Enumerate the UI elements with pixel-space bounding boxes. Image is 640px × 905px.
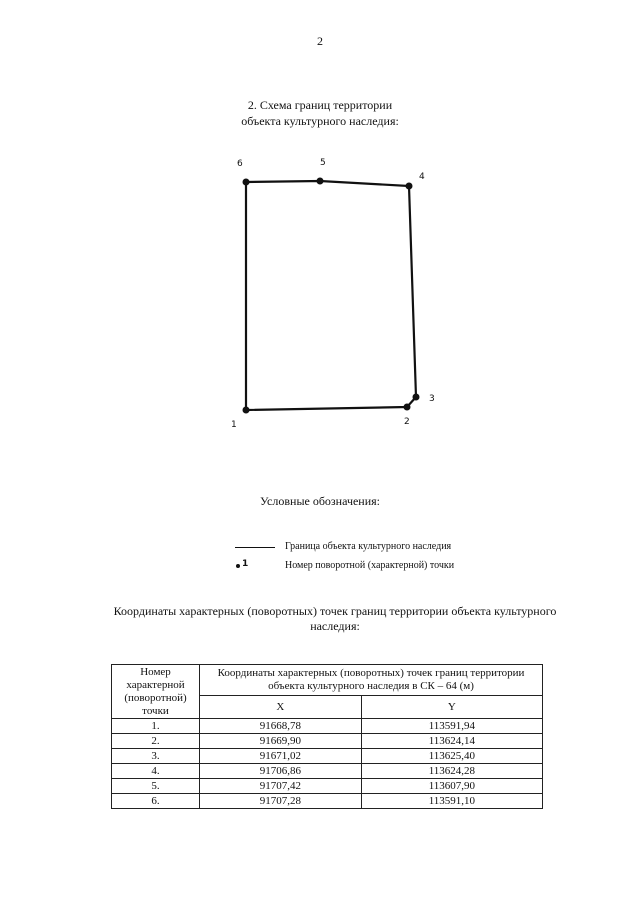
cell-x: 91668,78	[200, 719, 362, 734]
legend-point-label: Номер поворотной (характерной) точки	[285, 560, 455, 571]
legend-point-number: 1	[242, 559, 249, 569]
scheme-title-line-1: 2. Схема границ территории	[247, 98, 393, 112]
table-row	[112, 734, 543, 749]
point-marker-3	[413, 394, 420, 401]
point-label-1: 1	[231, 420, 237, 430]
header-x: X	[200, 696, 362, 719]
cell-point-number: 1.	[112, 719, 200, 734]
boundary-line	[246, 181, 416, 410]
table-row	[112, 749, 543, 764]
coordinates-table	[111, 664, 543, 809]
point-label-2: 2	[404, 417, 410, 427]
boundary-scheme	[0, 0, 640, 440]
coordinates-heading-line-1: Координаты характерных (поворотных) точек границ территории объекта культурного	[113, 604, 557, 618]
point-marker-1	[243, 407, 250, 414]
legend-point-dot-icon	[236, 564, 240, 568]
point-marker-6	[243, 179, 250, 186]
cell-y: 113591,94	[361, 719, 542, 734]
legend-border-line-icon	[235, 547, 275, 548]
table-row	[112, 719, 543, 734]
table-row	[112, 779, 543, 794]
header-coordinates: Координаты характерных (поворотных) точек границ территории объекта культурного наследия в СК – 64 (м)	[200, 665, 543, 696]
point-label-3: 3	[429, 394, 435, 404]
header-point-number: Номер характерной (поворотной) точки	[112, 665, 200, 719]
cell-point-number: 2.	[112, 734, 200, 749]
cell-y: 113624,14	[361, 734, 542, 749]
legend-border-label: Граница объекта культурного наследия	[285, 541, 452, 552]
table-row	[112, 764, 543, 779]
cell-y: 113625,40	[361, 749, 542, 764]
cell-y: 113607,90	[361, 779, 542, 794]
cell-point-number: 3.	[112, 749, 200, 764]
cell-y: 113591,10	[361, 794, 542, 809]
point-marker-5	[317, 178, 324, 185]
cell-x: 91707,42	[200, 779, 362, 794]
coordinates-heading-line-2: наследия:	[310, 619, 360, 633]
header-y: Y	[361, 696, 542, 719]
legend-title: Условные обозначения:	[259, 494, 381, 508]
point-marker-2	[404, 404, 411, 411]
cell-x: 91706,86	[200, 764, 362, 779]
table-row	[112, 794, 543, 809]
cell-x: 91669,90	[200, 734, 362, 749]
table-header-row	[112, 665, 543, 696]
page-number: 2	[317, 34, 323, 48]
scheme-title-line-2: объекта культурного наследия:	[241, 114, 399, 128]
point-label-5: 5	[320, 158, 326, 168]
cell-point-number: 5.	[112, 779, 200, 794]
point-label-4: 4	[419, 172, 425, 182]
cell-point-number: 6.	[112, 794, 200, 809]
cell-y: 113624,28	[361, 764, 542, 779]
point-marker-4	[406, 183, 413, 190]
coordinates-heading	[80, 604, 590, 634]
cell-x: 91671,02	[200, 749, 362, 764]
point-label-6: 6	[237, 159, 243, 169]
cell-x: 91707,28	[200, 794, 362, 809]
cell-point-number: 4.	[112, 764, 200, 779]
